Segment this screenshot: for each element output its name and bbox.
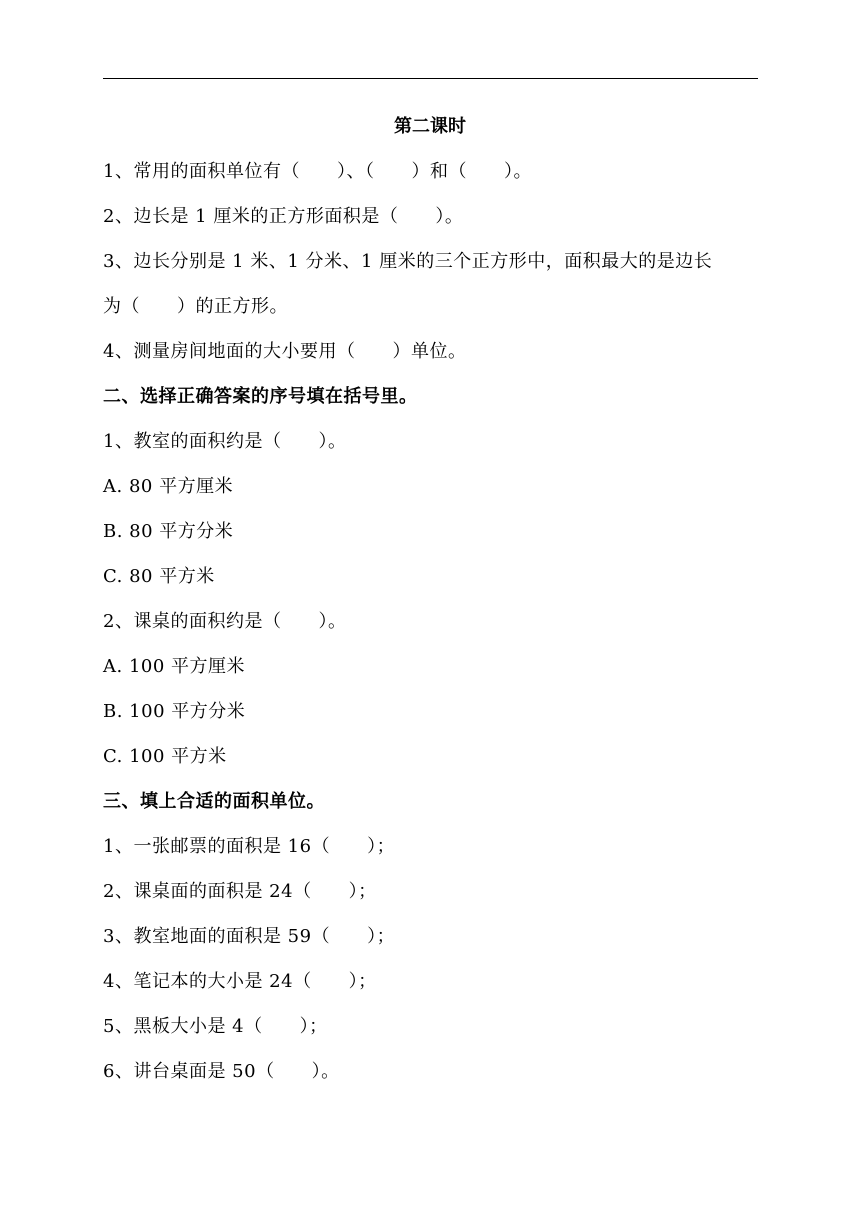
question-line: 3、教室地面的面积是 59（ ）； bbox=[103, 926, 396, 947]
section-heading: 二、选择正确答案的序号填在括号里。 bbox=[103, 386, 418, 407]
option-line: A. 80 平方厘米 bbox=[103, 476, 234, 497]
question-line: 4、笔记本的大小是 24（ ）； bbox=[103, 971, 377, 992]
question-line: 4、测量房间地面的大小要用（ ）单位。 bbox=[103, 341, 467, 362]
option-line: A. 100 平方厘米 bbox=[103, 656, 246, 677]
option-line: B. 80 平方分米 bbox=[103, 521, 234, 542]
question-line: 为（ ）的正方形。 bbox=[103, 296, 288, 317]
section-heading: 三、填上合适的面积单位。 bbox=[103, 791, 325, 812]
page-title: 第二课时 bbox=[394, 116, 466, 137]
question-line: 1、常用的面积单位有（ ）、（ ）和（ ）。 bbox=[103, 161, 532, 182]
option-line: C. 80 平方米 bbox=[103, 566, 215, 587]
option-line: B. 100 平方分米 bbox=[103, 701, 246, 722]
question-line: 2、课桌面的面积是 24（ ）； bbox=[103, 881, 377, 902]
question-line: 2、边长是 1 厘米的正方形面积是（ ）。 bbox=[103, 206, 464, 227]
question-line: 5、黑板大小是 4（ ）； bbox=[103, 1016, 328, 1037]
question-line: 3、边长分别是 1 米、1 分米、1 厘米的三个正方形中，面积最大的是边长 bbox=[103, 251, 713, 272]
option-line: C. 100 平方米 bbox=[103, 746, 227, 767]
question-line: 2、课桌的面积约是（ ）。 bbox=[103, 611, 347, 632]
header-rule bbox=[103, 78, 758, 79]
question-line: 1、一张邮票的面积是 16（ ）； bbox=[103, 836, 396, 857]
question-line: 1、教室的面积约是（ ）。 bbox=[103, 431, 347, 452]
question-line: 6、讲台桌面是 50（ ）。 bbox=[103, 1061, 340, 1082]
